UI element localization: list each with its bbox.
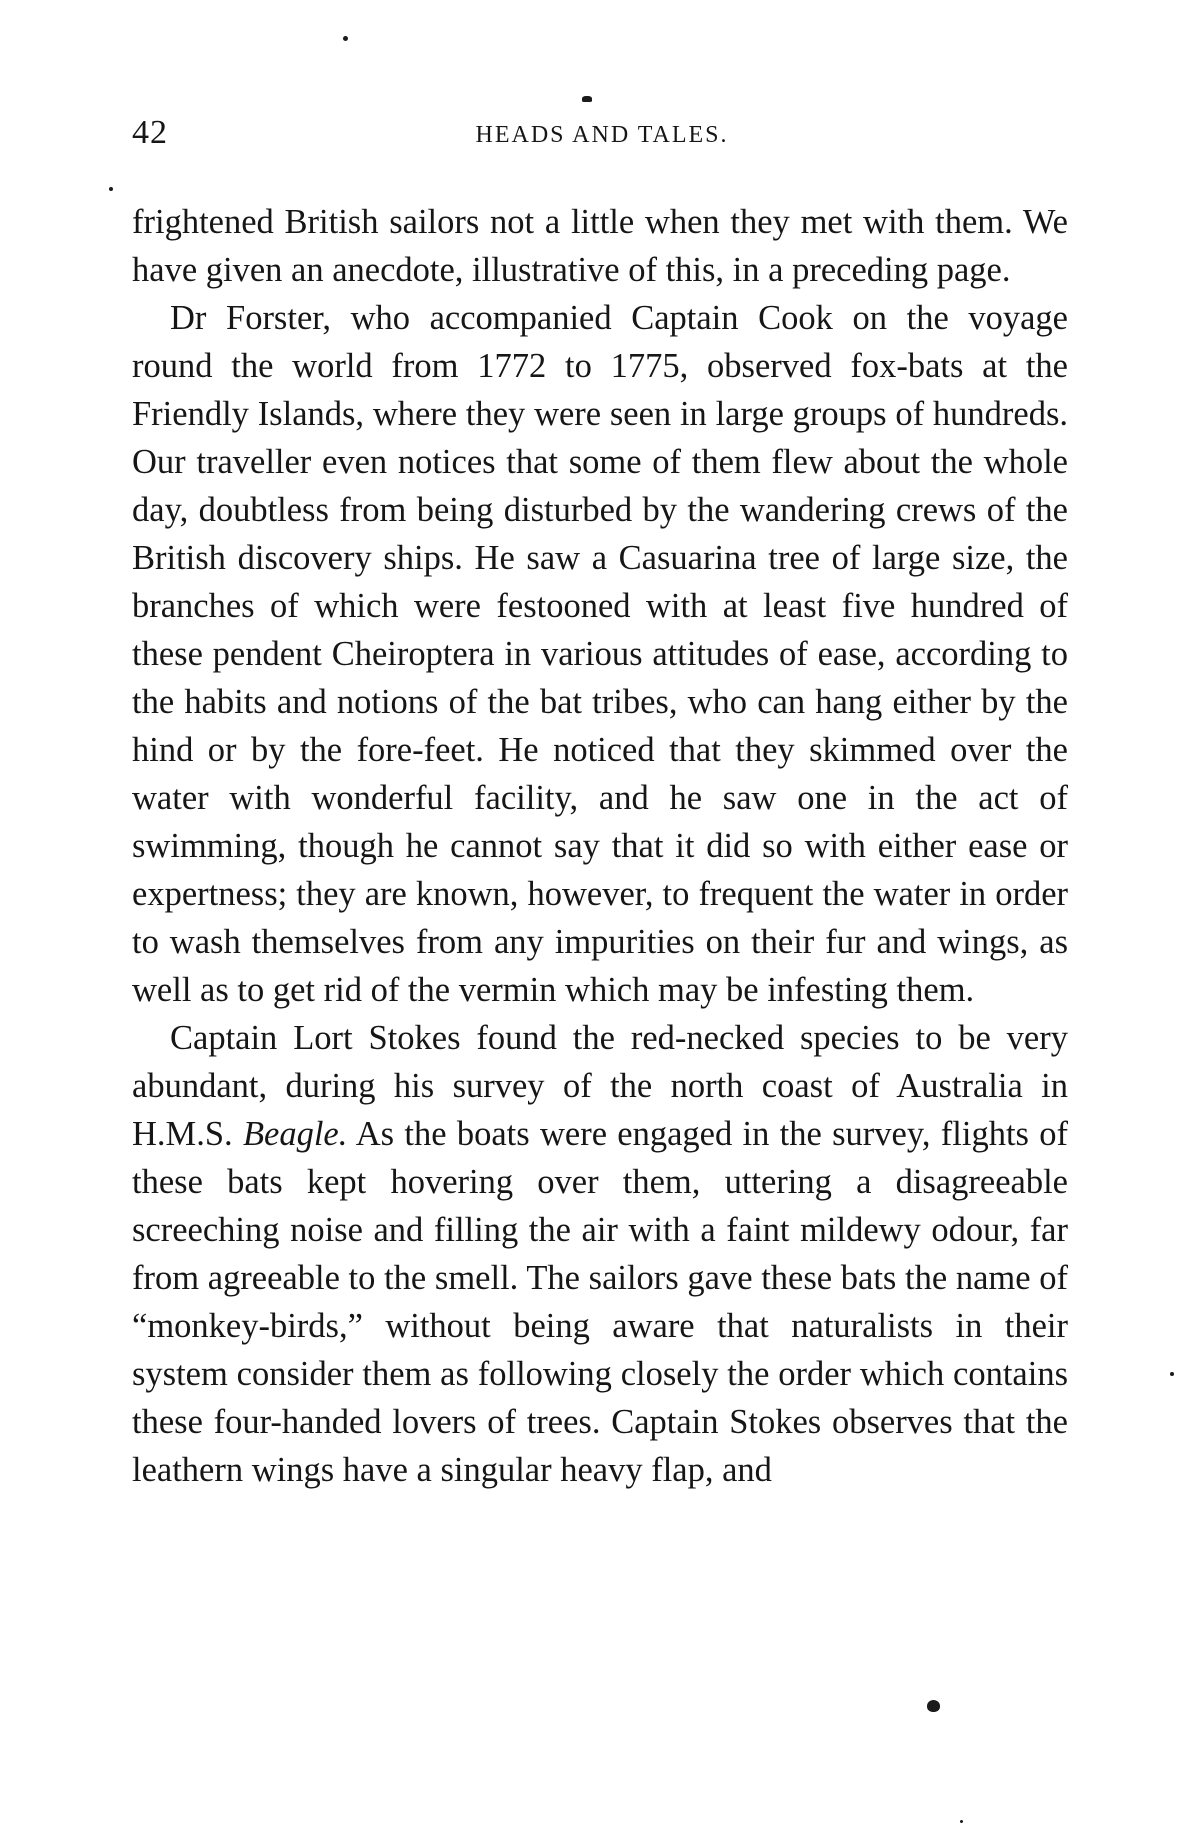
paragraph-3 <box>132 1014 1068 1494</box>
page-number: 42 <box>132 114 168 151</box>
paragraph-3-text-start: Captain Lort Stokes found the red-necked species to be very abundant, during his survey of the north coast of Australia in H.M.S. <box>132 1019 1068 1153</box>
paragraph-2: Dr Forster, who accompanied Captain Cook on the voyage round the world from 1772 to 1775, observed fox-bats at the Friendly Islands, where they were seen in large groups of hundreds. Our traveller even notices that some of them flew about the whole day, doubtless from being disturbed by the wandering crews of the British discovery ships. He saw a Casuarina tree of large size, the branches of which were festooned with at least five hundred of these pendent Cheiroptera in various attitudes of ease, according to the habits and notions of the bat tribes, who can hang either by the hind or by the fore-feet. He noticed that they skimmed over the water with wonderful facility, and he saw one in the act of swimming, though he cannot say that it did so with either ease or expertness; they are known, however, to frequent the water in order to wash themselves from any impurities on their fur and wings, as well as to get rid of the vermin which may be infesting them. <box>132 299 1068 1009</box>
ship-name: Beagle. <box>242 1115 348 1153</box>
running-title: HEADS AND TALES. <box>475 122 729 148</box>
ink-speck <box>343 36 348 41</box>
paragraph-1: frightened British sailors not a little when they met with them. We have given an anecdote, illustrative of this, in a preceding page. <box>132 203 1068 289</box>
page-header <box>132 114 1072 158</box>
ink-speck <box>960 1820 963 1823</box>
ink-speck <box>582 96 592 102</box>
ink-blot <box>927 1700 940 1712</box>
ink-speck <box>109 187 113 191</box>
body-text <box>132 198 1068 1494</box>
paragraph-3-text-end: As the boats were engaged in the survey, flights of these bats kept hovering over them, uttering a disagreeable screeching noise and filling the air with a faint mildewy odour, far from agreeable to the smell. The sailors gave these bats the name of “monkey-birds,” without being aware that naturalists in their system consider them as following closely the order which contains these four-handed lovers of trees. Captain Stokes observes that the leathern wings have a singular heavy flap, and <box>132 1115 1068 1489</box>
ink-speck <box>1170 1372 1174 1376</box>
